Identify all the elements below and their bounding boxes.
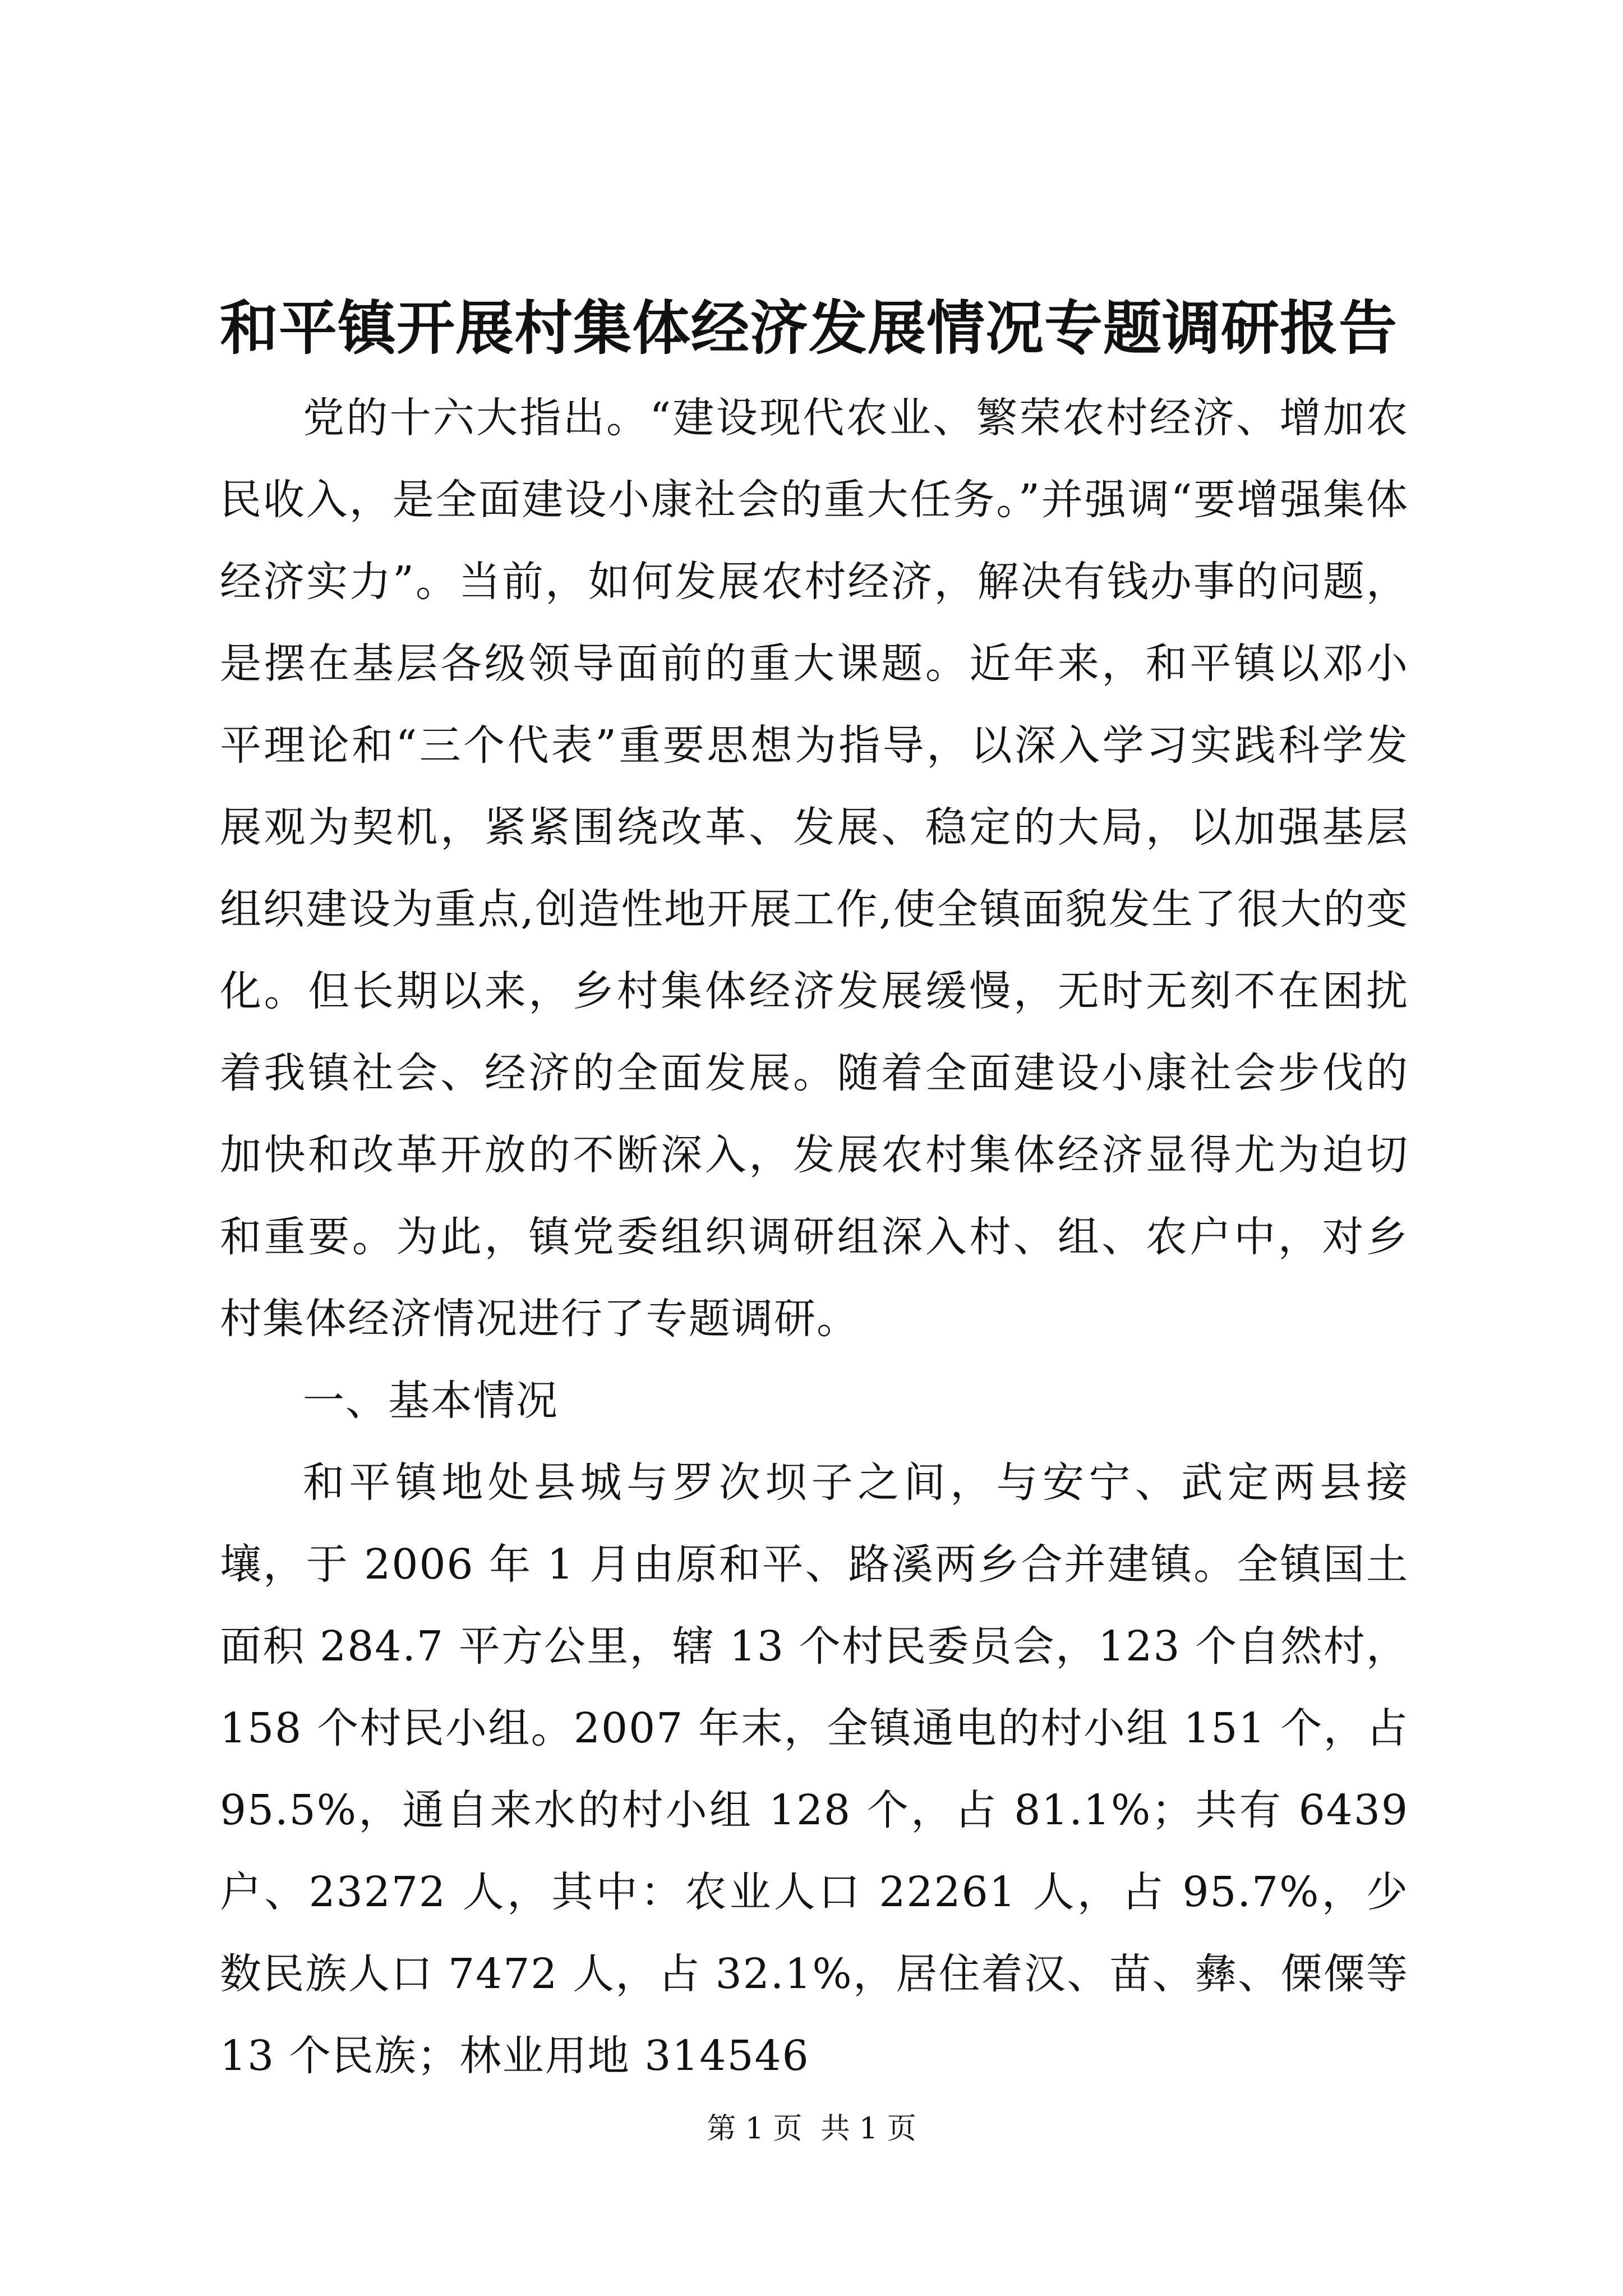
basic-situation-paragraph: 和平镇地处县城与罗次坝子之间，与安宁、武定两县接壤，于 2006 年 1 月由原和平、路溪两乡合并建镇。全镇国土面积 284.7 平方公里，辖 13 个村民委员会，123 个自然村，158 个村民小组。2007 年末，全镇通电的村小组 151 个，占 95.5%，通自来水的村小组 128 个，占 81.1%；共有 6439 户、23272 人，其中：农业人口 22261 人，占 95.7%，少数民族人口 7472 人，占 32.1%，居住着汉、苗、彝、傈僳等 13 个民族；林业用地 314546 [220,1458,1409,2080]
document-body [220,377,1409,2097]
document-title: 和平镇开展村集体经济发展情况专题调研报告 [220,293,1398,362]
section-heading-basic-situation: 一、基本情况 [303,1377,559,1425]
intro-paragraph: 党的十六大指出。“建设现代农业、繁荣农村经济、增加农民收入，是全面建设小康社会的重大任务。”并强调“要增强集体经济实力”。当前，如何发展农村经济，解决有钱办事的问题，是摆在基层各级领导面前的重大课题。近年来，和平镇以邓小平理论和“三个代表”重要思想为指导，以深入学习实践科学发展观为契机，紧紧围绕改革、发展、稳定的大局，以加强基层组织建设为重点,创造性地开展工作,使全镇面貌发生了很大的变化。但长期以来，乡村集体经济发展缓慢，无时无刻不在困扰着我镇社会、经济的全面发展。随着全面建设小康社会步伐的加快和改革开放的不断深入，发展农村集体经济显得尤为迫切和重要。为此，镇党委组织调研组深入村、组、农户中，对乡村集体经济情况进行了专题调研。 [220,394,1409,1343]
page-number-label: 第 1 页 共 1 页 [707,2112,916,2146]
page-footer [0,2109,1623,2148]
